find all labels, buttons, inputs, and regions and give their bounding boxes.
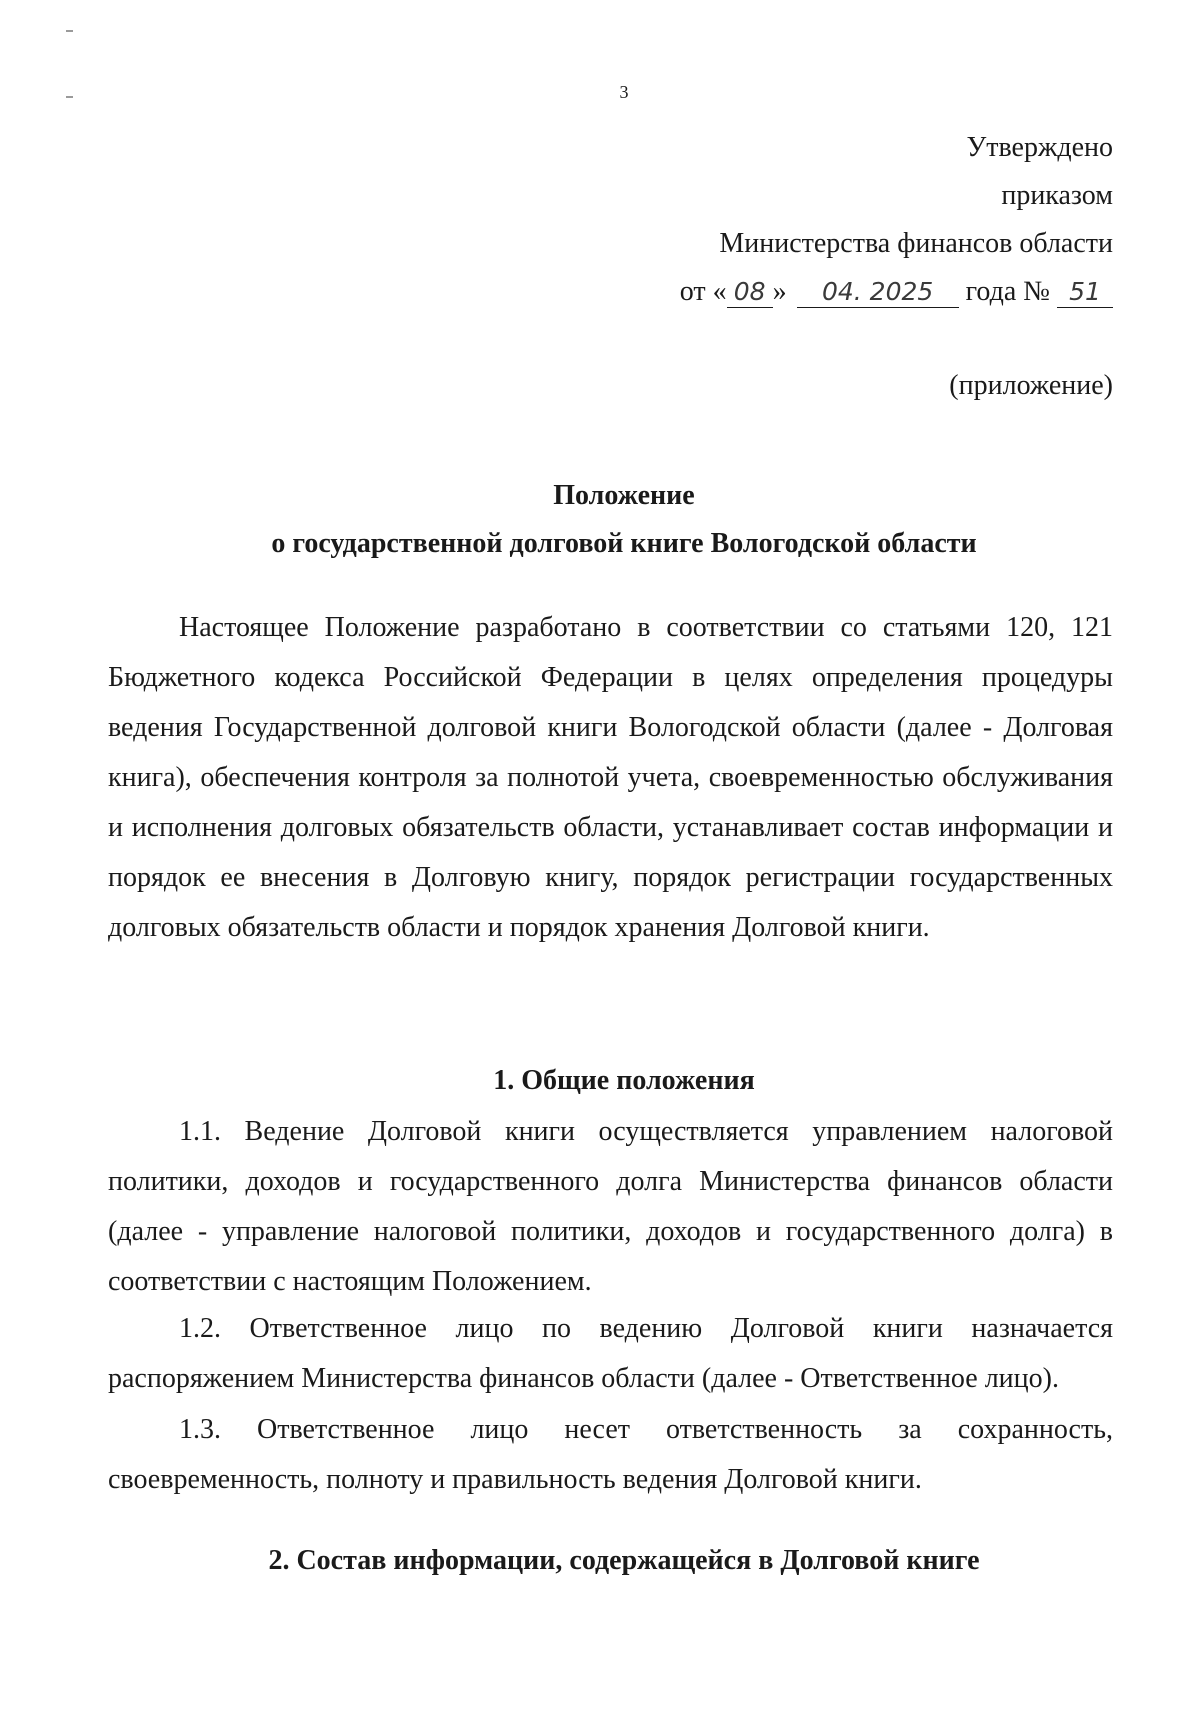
document-title [0, 472, 1200, 568]
scan-speck [66, 30, 73, 32]
section-1-item-1: 1.1. Ведение Долговой книги осуществляется управлением налоговой политики, доходов и государственного долга Министерства финансов области (далее - управление налоговой политики, доходов и государственного долга) в соответствии с настоящим Положением. [108, 1116, 1113, 1297]
handwritten-number: 51 [1057, 277, 1113, 308]
section-1-item-2: 1.2. Ответственное лицо по ведению Долговой книги назначается распоряжением Министерства финансов области (далее - Ответственное лицо). [108, 1313, 1113, 1394]
approval-block [680, 124, 1113, 410]
approval-line: Министерства финансов области [719, 228, 1113, 259]
intro-paragraph: Настоящее Положение разработано в соответствии со статьями 120, 121 Бюджетного кодекса Российской Федерации в целях определения процедуры ведения Государственной долговой книги Вологодской области (далее - Долговая книга), обеспечения контроля за полнотой учета, своевременностью обслуживания и исполнения долговых обязательств области, устанавливает состав информации и порядок ее внесения в Долговую книгу, порядок регистрации государственных долговых обязательств области и порядок хранения Долговой книги. [108, 612, 1113, 943]
section-1-heading: 1. Общие положения [493, 1065, 755, 1096]
handwritten-month-year: 04. 2025 [797, 277, 959, 308]
page-number: 3 [619, 82, 629, 102]
date-mid: » [772, 276, 787, 307]
section-1-item-3: 1.3. Ответственное лицо несет ответственность за сохранность, своевременность, полноту и правильность ведения Долговой книги. [108, 1414, 1113, 1495]
handwritten-day: 08 [727, 277, 773, 308]
section-2-heading: 2. Состав информации, содержащейся в Долговой книге [268, 1545, 980, 1576]
appendix-label: (приложение) [949, 370, 1113, 401]
approval-line: приказом [1001, 180, 1113, 211]
approval-line: Утверждено [966, 132, 1113, 163]
approval-date-line [680, 268, 1113, 316]
document-title-line2: о государственной долговой книге Вологодской области [271, 528, 977, 559]
document-title-line1: Положение [553, 480, 695, 511]
date-prefix: от « [679, 276, 727, 307]
number-label: года № [965, 276, 1050, 307]
